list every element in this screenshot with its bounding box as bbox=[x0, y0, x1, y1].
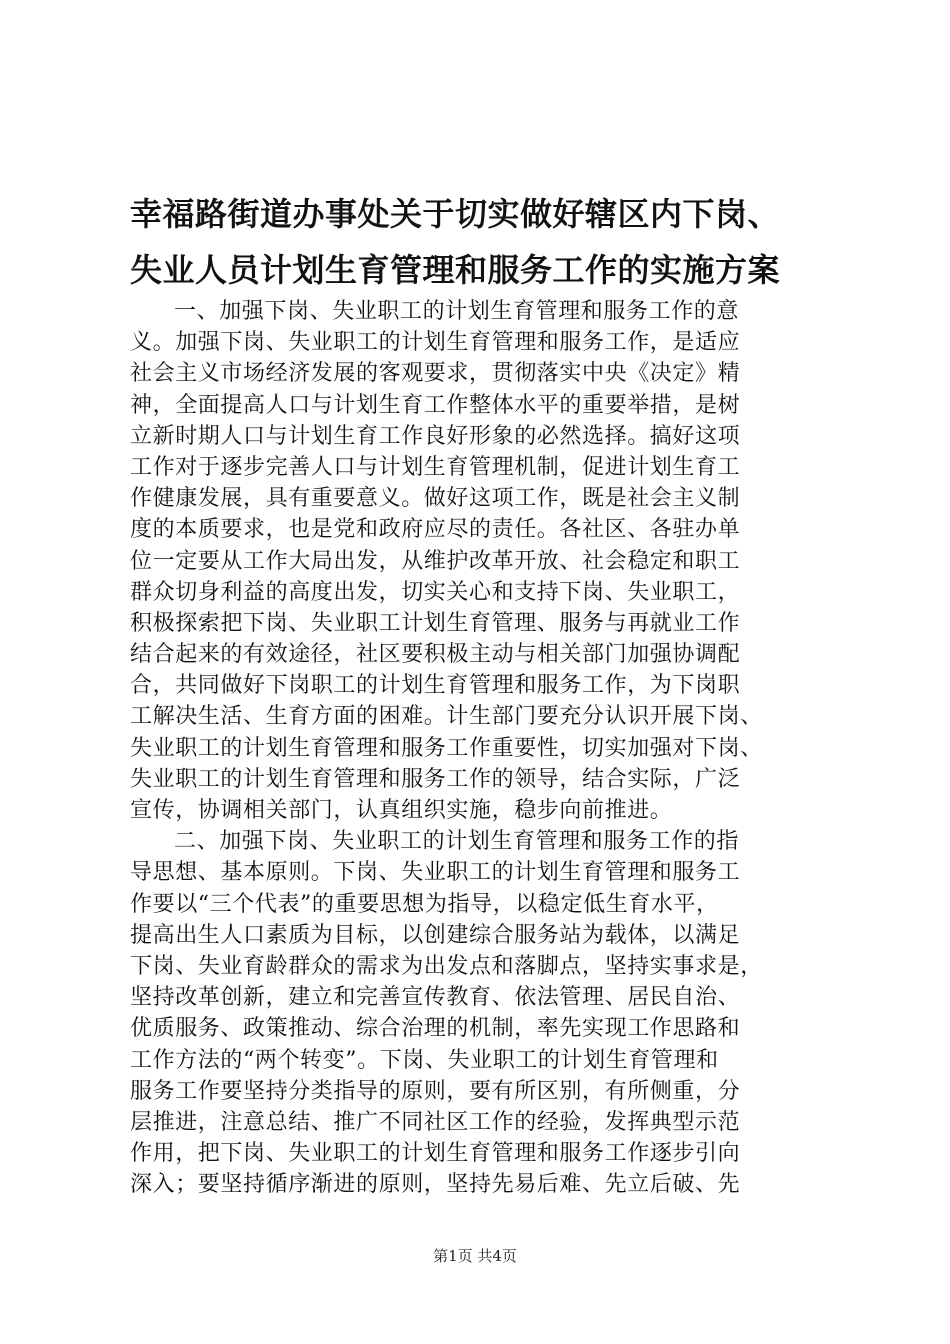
paragraph-line: 失业职工的计划生育管理和服务工作重要性，切实加强对下岗、 bbox=[130, 735, 763, 761]
paragraph-line: 作要以“三个代表”的重要思想为指导，以稳定低生育水平， bbox=[130, 891, 719, 917]
document-title bbox=[130, 186, 850, 298]
paragraph-line: 优质服务、政策推动、综合治理的机制，率先实现工作思路和 bbox=[130, 1016, 741, 1042]
paragraph-line: 工作方法的“两个转变”。下岗、失业职工的计划生育管理和 bbox=[130, 1047, 719, 1073]
paragraph-line: 位一定要从工作大局出发，从维护改革开放、社会稳定和职工 bbox=[130, 548, 741, 574]
paragraph-line: 深入；要坚持循序渐进的原则，坚持先易后难、先立后破、先 bbox=[130, 1172, 741, 1198]
paragraph-line: 宣传，协调相关部门，认真组织实施，稳步向前推进。 bbox=[130, 798, 673, 823]
paragraph-line: 坚持改革创新，建立和完善宣传教育、依法管理、居民自治、 bbox=[130, 985, 741, 1011]
title-line: 失业人员计划生育管理和服务工作的实施方案 bbox=[130, 251, 781, 289]
paragraph-line: 立新时期人口与计划生育工作良好形象的必然选择。搞好这项 bbox=[130, 423, 741, 449]
paragraph-line: 作健康发展，具有重要意义。做好这项工作，既是社会主义制 bbox=[130, 486, 741, 512]
paragraph-line: 积极探索把下岗、失业职工计划生育管理、服务与再就业工作 bbox=[130, 610, 741, 636]
paragraph-line: 一、加强下岗、失业职工的计划生育管理和服务工作的意 bbox=[174, 299, 740, 324]
paragraph-line: 服务工作要坚持分类指导的原则，要有所区别，有所侧重，分 bbox=[130, 1078, 741, 1104]
paragraph-line: 二、加强下岗、失业职工的计划生育管理和服务工作的指 bbox=[174, 829, 740, 855]
paragraph-line: 下岗、失业育龄群众的需求为出发点和落脚点，坚持实事求是， bbox=[130, 953, 763, 979]
paragraph-line: 度的本质要求，也是党和政府应尽的责任。各社区、各驻办单 bbox=[130, 517, 741, 543]
paragraph-line: 工作对于逐步完善人口与计划生育管理机制，促进计划生育工 bbox=[130, 454, 741, 480]
paragraph-line: 导思想、基本原则。下岗、失业职工的计划生育管理和服务工 bbox=[130, 860, 741, 886]
paragraph-line: 层推进，注意总结、推广不同社区工作的经验，发挥典型示范 bbox=[130, 1109, 741, 1135]
paragraph-line: 社会主义市场经济发展的客观要求，贯彻落实中央《决定》精 bbox=[130, 361, 741, 387]
paragraph-line: 神，全面提高人口与计划生育工作整体水平的重要举措，是树 bbox=[130, 392, 741, 418]
paragraph-line: 群众切身利益的高度出发，切实关心和支持下岗、失业职工， bbox=[130, 579, 741, 605]
page-number-footer: 第1页 共4页 bbox=[433, 1247, 517, 1265]
title-line: 幸福路街道办事处关于切实做好辖区内下岗、 bbox=[130, 195, 781, 233]
paragraph-line: 提高出生人口素质为目标，以创建综合服务站为载体，以满足 bbox=[130, 922, 741, 948]
paragraph-line: 工解决生活、生育方面的困难。计生部门要充分认识开展下岗、 bbox=[130, 704, 763, 730]
paragraph-line: 义。加强下岗、失业职工的计划生育管理和服务工作，是适应 bbox=[130, 330, 741, 356]
paragraph-line: 合，共同做好下岗职工的计划生育管理和服务工作，为下岗职 bbox=[130, 673, 741, 699]
document-body bbox=[130, 296, 850, 1200]
paragraph-line: 结合起来的有效途径，社区要积极主动与相关部门加强协调配 bbox=[130, 642, 741, 668]
paragraph-line: 失业职工的计划生育管理和服务工作的领导，结合实际，广泛 bbox=[130, 766, 741, 792]
paragraph-line: 作用，把下岗、失业职工的计划生育管理和服务工作逐步引向 bbox=[130, 1141, 741, 1167]
